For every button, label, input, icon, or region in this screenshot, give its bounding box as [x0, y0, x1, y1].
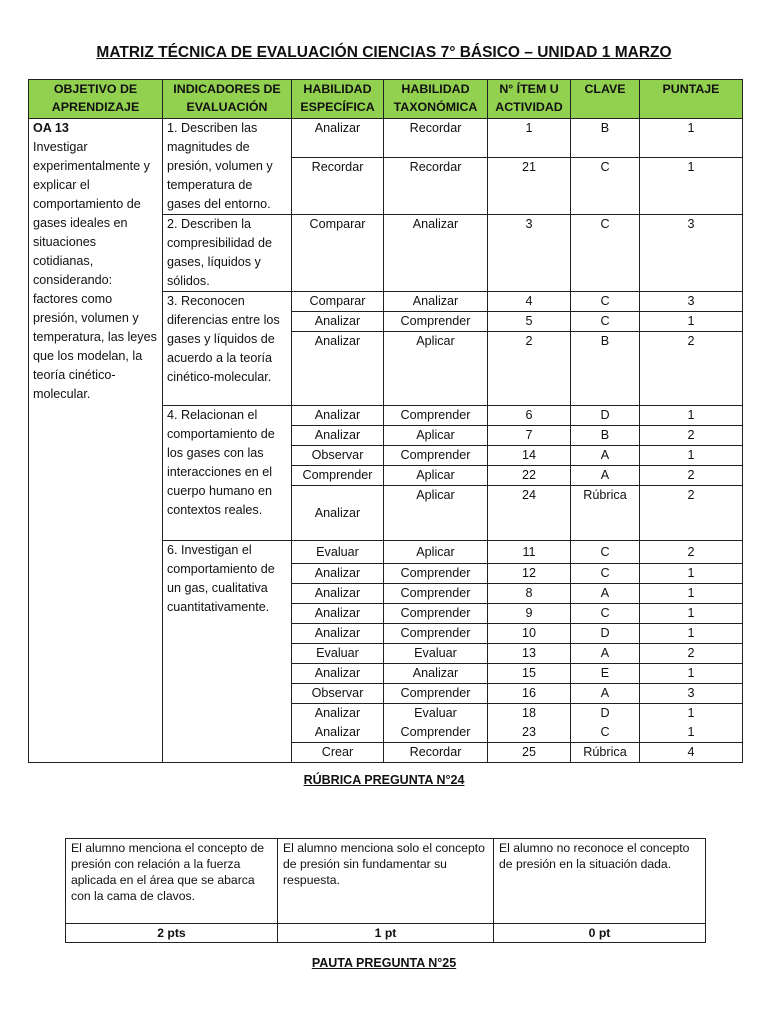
page-title: MATRIZ TÉCNICA DE EVALUACIÓN CIENCIAS 7° BÁSICO – UNIDAD 1 MARZO	[96, 44, 672, 61]
clave-cell: D	[571, 406, 640, 426]
habilidad-especifica-cell: Analizar	[292, 312, 384, 332]
item-cell: 25	[488, 743, 571, 763]
guide-title: PAUTA PREGUNTA N°25	[311, 956, 457, 970]
habilidad-especifica-cell: Comparar	[292, 292, 384, 312]
item-cell: 6	[488, 406, 571, 426]
habilidad-especifica-cell: Analizar	[292, 664, 384, 684]
header-item: N° ÍTEM U ACTIVIDAD	[488, 80, 571, 119]
habilidad-taxonomica-cell: Analizar	[384, 215, 488, 292]
objective-code: OA 13	[33, 121, 69, 135]
clave-cell: C	[571, 158, 640, 215]
habilidad-taxonomica-cell: Comprender	[384, 604, 488, 624]
habilidad-especifica-cell: Analizar	[292, 406, 384, 426]
matrix-header-row	[29, 80, 743, 119]
header-indicadores: INDICADORES DE EVALUACIÓN	[163, 80, 292, 119]
habilidad-especifica-cell: Analizar	[292, 486, 384, 541]
item-cell: 21	[488, 158, 571, 215]
indicator-cell: 3. Reconocen diferencias entre los gases y líquidos de acuerdo a la teoría cinético-molecular.	[163, 292, 292, 406]
habilidad-taxonomica-cell: Comprender	[384, 406, 488, 426]
header-objetivo: OBJETIVO DE APRENDIZAJE	[29, 80, 163, 119]
puntaje-cell: 1	[640, 564, 743, 584]
habilidad-especifica-cell: Analizar	[292, 426, 384, 446]
clave-cell: C	[571, 541, 640, 564]
habilidad-especifica-cell: Comparar	[292, 215, 384, 292]
item-cell: 7	[488, 426, 571, 446]
puntaje-cell: 1	[640, 584, 743, 604]
habilidad-especifica-cell: Crear	[292, 743, 384, 763]
item-cell: 15	[488, 664, 571, 684]
puntaje-cell: 1	[640, 664, 743, 684]
objective-text: Investigar experimentalmente y explicar el comportamiento de gases ideales en situaciones cotidianas, considerando: factores como presión, volumen y temperatura, las leyes que los modelan, la teoría cinético-molecular.	[33, 140, 157, 401]
evaluation-matrix-table	[28, 79, 743, 763]
habilidad-especifica-cell: Observar	[292, 446, 384, 466]
habilidad-especifica-cell: Analizar	[292, 119, 384, 158]
puntaje-cell: 3	[640, 292, 743, 312]
clave-cell: A	[571, 466, 640, 486]
item-cell: 24	[488, 486, 571, 541]
puntaje-cell: 2	[640, 426, 743, 446]
item-cell: 22	[488, 466, 571, 486]
habilidad-especifica-cell: Analizar	[292, 332, 384, 406]
header-habilidad-especifica: HABILIDAD ESPECÍFICA	[292, 80, 384, 119]
habilidad-especifica-cell: Analizar	[292, 624, 384, 644]
habilidad-taxonomica-cell: Analizar	[384, 292, 488, 312]
puntaje-cell: 3	[640, 215, 743, 292]
puntaje-cell: 1	[640, 158, 743, 215]
habilidad-especifica-cell: Analizar	[292, 564, 384, 584]
header-puntaje: PUNTAJE	[640, 80, 743, 119]
habilidad-especifica-cell: Recordar	[292, 158, 384, 215]
clave-cell: E	[571, 664, 640, 684]
puntaje-cell: 1	[640, 446, 743, 466]
clave-cell: D	[571, 624, 640, 644]
item-cell: 2	[488, 332, 571, 406]
clave-cell: B	[571, 426, 640, 446]
rubric-description-2pts: El alumno menciona el concepto de presión con relación a la fuerza aplicada en el área que se abarca con la cama de clavos.	[66, 839, 278, 924]
header-habilidad-taxonomica: HABILIDAD TAXONÓMICA	[384, 80, 488, 119]
item-cell: 4	[488, 292, 571, 312]
puntaje-cell: 1 1	[640, 704, 743, 743]
habilidad-taxonomica-cell: Aplicar	[384, 486, 488, 541]
habilidad-taxonomica-cell: Comprender	[384, 684, 488, 704]
header-clave: CLAVE	[571, 80, 640, 119]
puntaje-cell: 1	[640, 624, 743, 644]
habilidad-especifica-cell: Evaluar	[292, 541, 384, 564]
rubric-description-0pt: El alumno no reconoce el concepto de presión en la situación dada.	[494, 839, 706, 924]
habilidad-taxonomica-cell: Aplicar	[384, 466, 488, 486]
puntaje-cell: 2	[640, 466, 743, 486]
habilidad-especifica-cell: Comprender	[292, 466, 384, 486]
habilidad-taxonomica-cell: Aplicar	[384, 332, 488, 406]
clave-cell: C	[571, 564, 640, 584]
indicator-cell: 4. Relacionan el comportamiento de los gases con las interacciones en el cuerpo humano en contextos reales.	[163, 406, 292, 541]
habilidad-taxonomica-cell: Evaluar	[384, 644, 488, 664]
habilidad-taxonomica-cell: Aplicar	[384, 426, 488, 446]
clave-cell: A	[571, 684, 640, 704]
clave-cell: C	[571, 292, 640, 312]
clave-cell: Rúbrica	[571, 743, 640, 763]
habilidad-taxonomica-cell: Comprender	[384, 584, 488, 604]
puntaje-cell: 1	[640, 406, 743, 426]
indicator-cell: 2. Describen la compresibilidad de gases, líquidos y sólidos.	[163, 215, 292, 292]
item-cell: 13	[488, 644, 571, 664]
habilidad-especifica-cell: Evaluar	[292, 644, 384, 664]
puntaje-cell: 2	[640, 486, 743, 541]
habilidad-taxonomica-cell: Comprender	[384, 624, 488, 644]
clave-cell: A	[571, 644, 640, 664]
clave-cell: A	[571, 446, 640, 466]
habilidad-taxonomica-cell: Recordar	[384, 743, 488, 763]
item-cell: 12	[488, 564, 571, 584]
puntaje-cell: 1	[640, 119, 743, 158]
habilidad-taxonomica-cell: Comprender	[384, 564, 488, 584]
puntaje-cell: 1	[640, 604, 743, 624]
clave-cell: Rúbrica	[571, 486, 640, 541]
puntaje-cell: 1	[640, 312, 743, 332]
item-cell: 10	[488, 624, 571, 644]
clave-cell: B	[571, 332, 640, 406]
puntaje-cell: 3	[640, 684, 743, 704]
habilidad-especifica-cell: Analizar	[292, 604, 384, 624]
rubric-table	[65, 838, 706, 943]
rubric-description-1pt: El alumno menciona solo el concepto de presión sin fundamentar su respuesta.	[278, 839, 494, 924]
clave-cell: C	[571, 312, 640, 332]
item-cell: 9	[488, 604, 571, 624]
item-cell: 1	[488, 119, 571, 158]
item-cell: 8	[488, 584, 571, 604]
habilidad-especifica-cell: Analizar	[292, 584, 384, 604]
item-cell: 16	[488, 684, 571, 704]
clave-cell: C	[571, 215, 640, 292]
habilidad-taxonomica-cell: Recordar	[384, 119, 488, 158]
table-row	[29, 119, 743, 158]
item-cell: 18 23	[488, 704, 571, 743]
rubric-title: RÚBRICA PREGUNTA N°24	[303, 773, 465, 787]
indicator-cell: 6. Investigan el comportamiento de un gas, cualitativa cuantitativamente.	[163, 541, 292, 763]
rubric-points-1: 1 pt	[278, 924, 494, 943]
clave-cell: D C	[571, 704, 640, 743]
item-cell: 5	[488, 312, 571, 332]
habilidad-taxonomica-cell: Evaluar Comprender	[384, 704, 488, 743]
puntaje-cell: 2	[640, 541, 743, 564]
objective-cell	[29, 119, 163, 763]
habilidad-especifica-cell: Observar	[292, 684, 384, 704]
puntaje-cell: 2	[640, 332, 743, 406]
habilidad-taxonomica-cell: Analizar	[384, 664, 488, 684]
habilidad-taxonomica-cell: Comprender	[384, 446, 488, 466]
habilidad-taxonomica-cell: Comprender	[384, 312, 488, 332]
habilidad-especifica-cell: Analizar Analizar	[292, 704, 384, 743]
puntaje-cell: 2	[640, 644, 743, 664]
item-cell: 3	[488, 215, 571, 292]
item-cell: 14	[488, 446, 571, 466]
item-cell: 11	[488, 541, 571, 564]
puntaje-cell: 4	[640, 743, 743, 763]
habilidad-taxonomica-cell: Recordar	[384, 158, 488, 215]
rubric-points-0: 0 pt	[494, 924, 706, 943]
rubric-description-row	[66, 839, 706, 924]
rubric-points-2: 2 pts	[66, 924, 278, 943]
clave-cell: C	[571, 604, 640, 624]
rubric-points-row	[66, 924, 706, 943]
clave-cell: B	[571, 119, 640, 158]
habilidad-taxonomica-cell: Aplicar	[384, 541, 488, 564]
clave-cell: A	[571, 584, 640, 604]
indicator-cell: 1. Describen las magnitudes de presión, volumen y temperatura de gases del entorno.	[163, 119, 292, 215]
